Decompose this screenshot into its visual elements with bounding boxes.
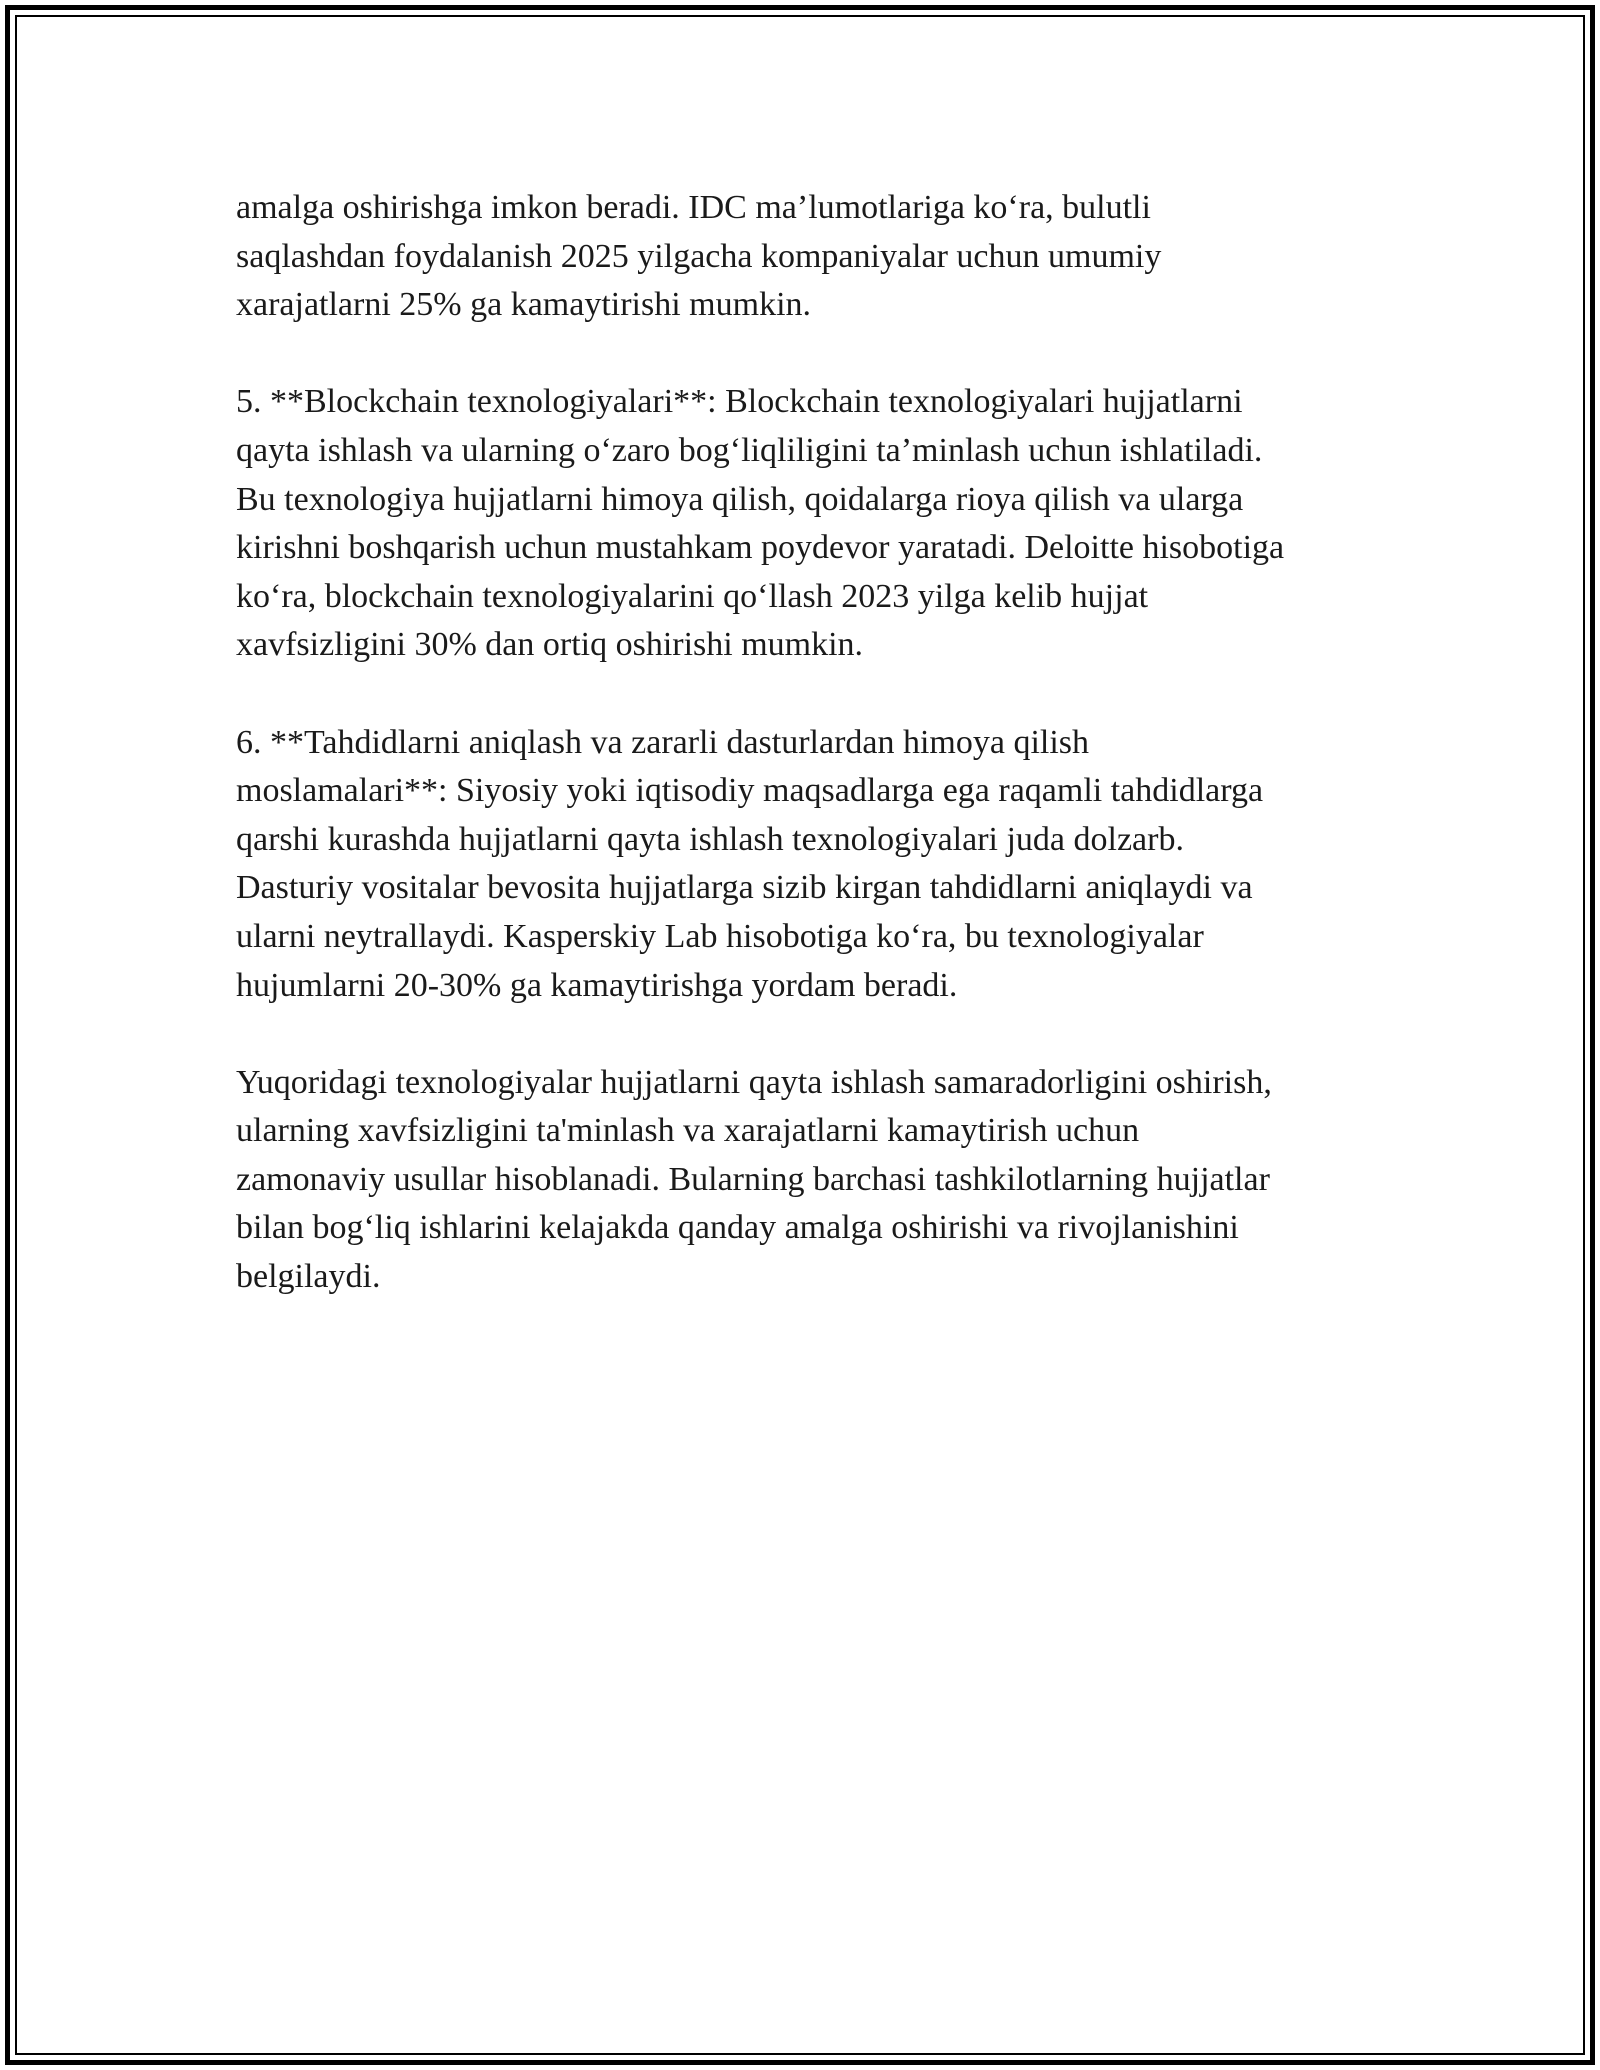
paragraph-cloud-storage	[236, 184, 1376, 330]
text-line: kirishni boshqarish uchun mustahkam poydevor yaratadi. Deloitte hisobotiga	[236, 529, 1285, 567]
paragraph-blockchain	[236, 378, 1376, 670]
text-line: ularning xavfsizligini ta'minlash va xarajatlarni kamaytirish uchun	[236, 1112, 1140, 1150]
text-line: Dasturiy vositalar bevosita hujjatlarga sizib kirgan tahdidlarni aniqlaydi va	[236, 869, 1253, 907]
text-line: Bu texnologiya hujjatlarni himoya qilish, qoidalarga rioya qilish va ularga	[236, 480, 1244, 518]
paragraph-conclusion	[236, 1059, 1376, 1302]
text-line: xarajatlarni 25% ga kamaytirishi mumkin.	[236, 286, 812, 324]
text-line: zamonaviy usullar hisoblanadi. Bularning barchasi tashkilotlarning hujjatlar	[236, 1160, 1270, 1198]
text-line: amalga oshirishga imkon beradi. IDC ma’lumotlariga ko‘ra, bulutli	[236, 189, 1151, 226]
text-line: xavfsizligini 30% dan ortiq oshirishi mumkin.	[236, 626, 864, 664]
text-line: 5. **Blockchain texnologiyalari**: Blockchain texnologiyalari hujjatlarni	[236, 383, 1243, 421]
document-body	[236, 184, 1376, 1350]
text-line: Yuqoridagi texnologiyalar hujjatlarni qayta ishlash samaradorligini oshirish,	[236, 1063, 1272, 1101]
text-line: ko‘ra, blockchain texnologiyalarini qo‘llash 2023 yilga kelib hujjat	[236, 577, 1149, 615]
text-line: 6. **Tahdidlarni aniqlash va zararli dasturlardan himoya qilish	[236, 723, 1090, 761]
text-line: belgilaydi.	[236, 1258, 381, 1296]
text-line: qayta ishlash va ularning o‘zaro bog‘liqliligini ta’minlash uchun ishlatiladi.	[236, 431, 1263, 469]
text-line: bilan bog‘liq ishlarini kelajakda qanday amalga oshirishi va rivojlanishini	[236, 1209, 1239, 1247]
text-line: ularni neytrallaydi. Kasperskiy Lab hisobotiga ko‘ra, bu texnologiyalar	[236, 917, 1204, 955]
text-line: saqlashdan foydalanish 2025 yilgacha kompaniyalar uchun umumiy	[236, 237, 1162, 275]
text-line: hujumlarni 20-30% ga kamaytirishga yordam beradi.	[236, 966, 958, 1004]
paragraph-threat-detection	[236, 719, 1376, 1011]
text-line: moslamalari**: Siyosiy yoki iqtisodiy maqsadlarga ega raqamli tahdidlarga	[236, 772, 1264, 810]
text-line: qarshi kurashda hujjatlarni qayta ishlash texnologiyalari juda dolzarb.	[236, 820, 1184, 858]
